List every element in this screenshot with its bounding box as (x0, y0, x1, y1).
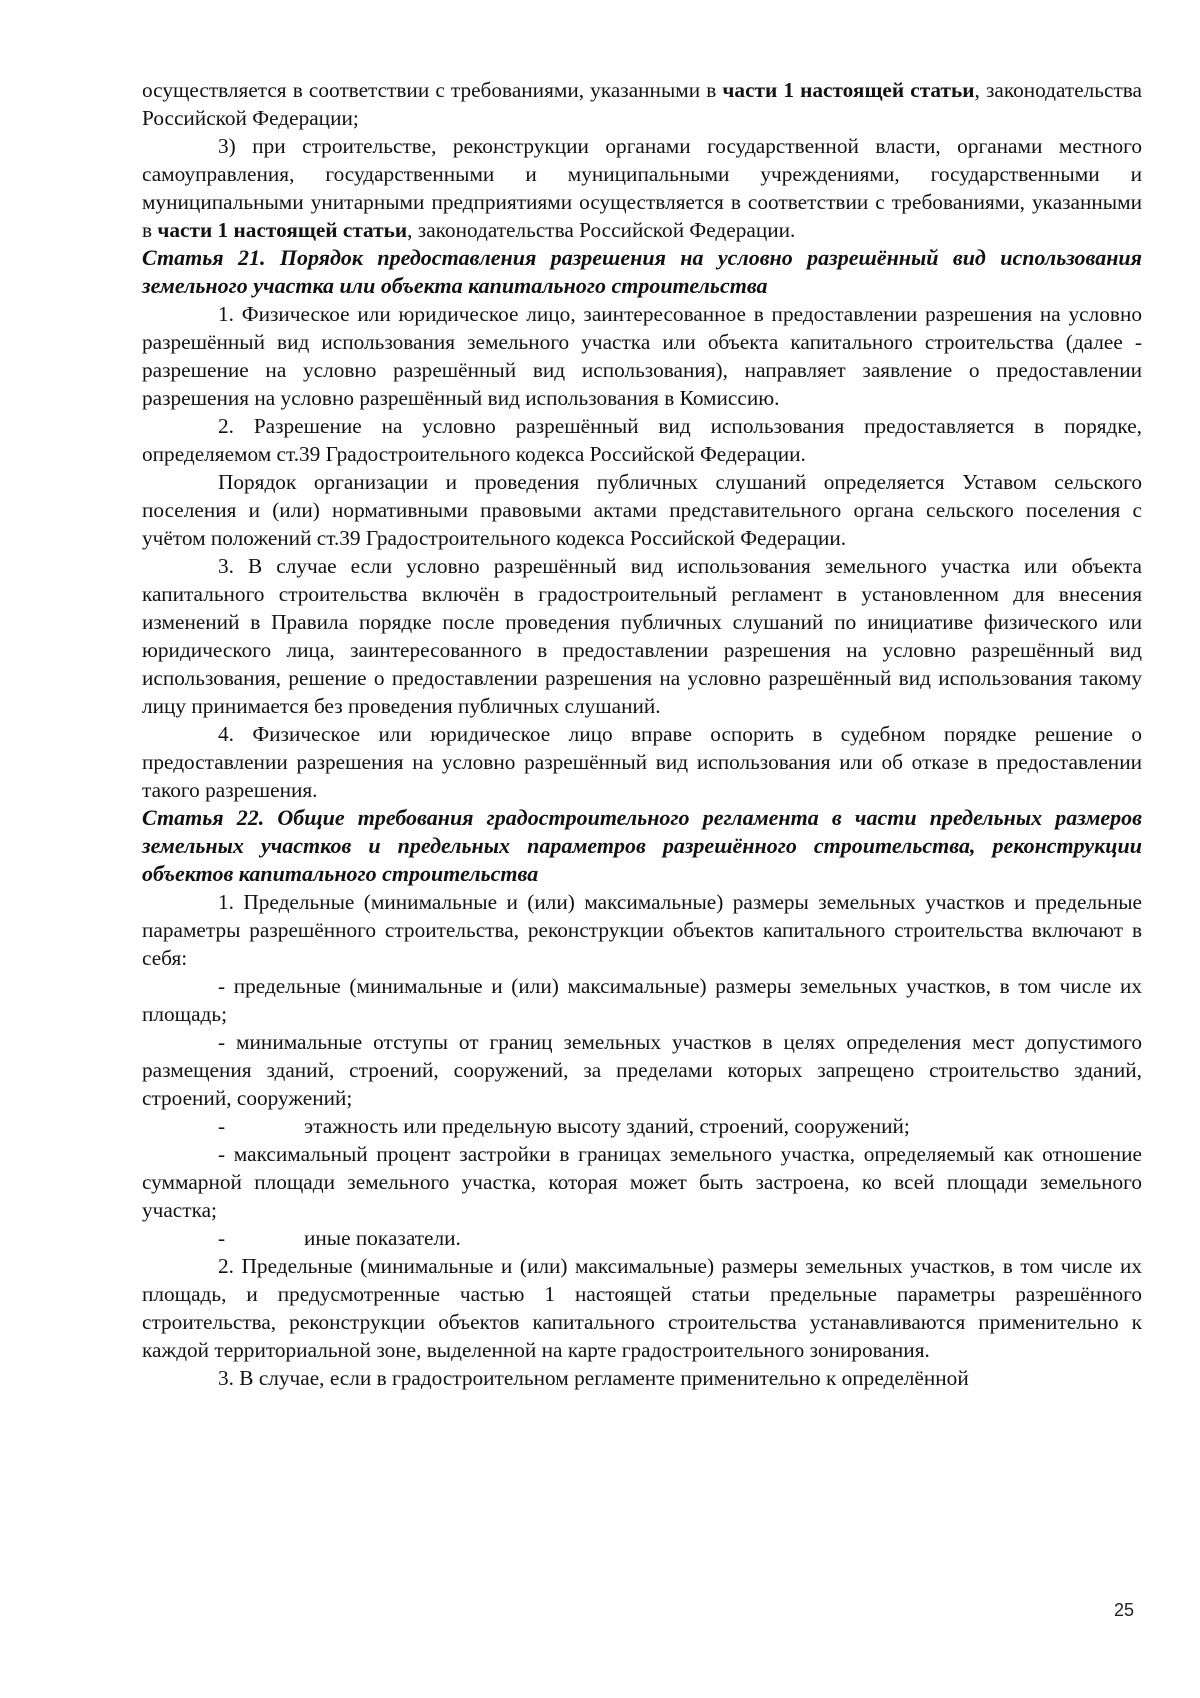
list-item-coverage: - максимальный процент застройки в границах земельного участка, определяемый как отношение суммарной площади земельного участка, которая может быть застроена, ко всей площади земельного участка; (142, 1142, 1142, 1222)
article-21-clause-2-procedure: Порядок организации и проведения публичных слушаний определяется Уставом сельского поселения и (или) нормативными правовыми актами представительного органа сельского поселения с учётом положений ст.39 Градостроительного кодекса Российской Федерации. (142, 470, 1142, 550)
page-number: 25 (1114, 1600, 1135, 1620)
paragraph-item-3 (142, 132, 1142, 244)
dash-marker: - (218, 1226, 226, 1250)
article-21-clause-1: 1. Физическое или юридическое лицо, заинтересованное в предоставлении разрешения на условно разрешённый вид использования земельного участка или объекта капитального строительства (далее - разрешение на условно разрешённый вид использования), направляет заявление о предоставлении разрешения на условно разрешённый вид использования в Комиссию. (142, 302, 1142, 410)
article-22-heading: Статья 22. Общие требования градостроительного регламента в части предельных размеров земельных участков и предельных параметров разрешённого строительства, реконструкции объектов капитального строительства (142, 805, 1142, 886)
list-item-text: этажность или предельную высоту зданий, строений, сооружений; (304, 1114, 910, 1138)
article-21-heading: Статья 21. Порядок предоставления разрешения на условно разрешённый вид использования земельного участка или объекта капитального строительства (142, 245, 1142, 298)
list-item-height (142, 1112, 1142, 1140)
paragraph-text: осуществляется в соответствии с требованиями, указанными в (142, 78, 723, 102)
article-22-clause-1: 1. Предельные (минимальные и (или) максимальные) размеры земельных участков и предельные параметры разрешённого строительства, реконструкции объектов капитального строительства включают в себя: (142, 890, 1142, 970)
article-22-clause-3: 3. В случае, если в градостроительном регламенте применительно к определённой (218, 1366, 969, 1390)
article-21-clause-4: 4. Физическое или юридическое лицо вправе оспорить в судебном порядке решение о предоставлении разрешения на условно разрешённый вид использования или об отказе в предоставлении такого разрешения. (142, 722, 1142, 802)
dash-marker: - (218, 1114, 226, 1138)
paragraph-text: , законодательства Российской Федерации; (142, 78, 1142, 130)
article-21-clause-2: 2. Разрешение на условно разрешённый вид использования предоставляется в порядке, определяемом ст.39 Градостроительного кодекса Российской Федерации. (142, 414, 1142, 466)
article-21-clause-3: 3. В случае если условно разрешённый вид использования земельного участка или объекта капитального строительства включён в градостроительный регламент в установленном для внесения изменений в Правила порядке после проведения публичных слушаний по инициативе физического или юридического лица, заинтересованного в предоставлении разрешения на условно разрешённый вид использования, решение о предоставлении разрешения на условно разрешённый вид использования такому лицу принимается без проведения публичных слушаний. (142, 554, 1142, 718)
list-item-plot-sizes: - предельные (минимальные и (или) максимальные) размеры земельных участков, в том числе их площадь; (142, 974, 1142, 1026)
document-page (142, 76, 1142, 1392)
bold-reference: части 1 настоящей статьи (157, 218, 408, 242)
paragraph-text: , законодательства Российской Федерации. (407, 218, 796, 242)
article-22-clause-2: 2. Предельные (минимальные и (или) максимальные) размеры земельных участков, в том числе их площадь, и предусмотренные частью 1 настоящей статьи предельные параметры разрешённого строительства, реконструкции объектов капитального строительства устанавливаются применительно к каждой территориальной зоне, выделенной на карте градостроительного зонирования. (142, 1254, 1142, 1362)
paragraph-text: 3) при строительстве, реконструкции органами государственной власти, органами местного самоуправления, государственными и муниципальными учреждениями, государственными и муниципальными унитарными предприятиями осуществляется в соответствии с требованиями, указанными в (142, 134, 1142, 242)
list-item-setbacks: - минимальные отступы от границ земельных участков в целях определения мест допустимого размещения зданий, строений, сооружений, за пределами которых запрещено строительство зданий, строений, сооружений; (142, 1030, 1142, 1110)
list-item-other (142, 1224, 1142, 1252)
paragraph-continuation (142, 76, 1142, 132)
list-item-text: иные показатели. (304, 1226, 461, 1250)
bold-reference: части 1 настоящей статьи (722, 78, 975, 102)
